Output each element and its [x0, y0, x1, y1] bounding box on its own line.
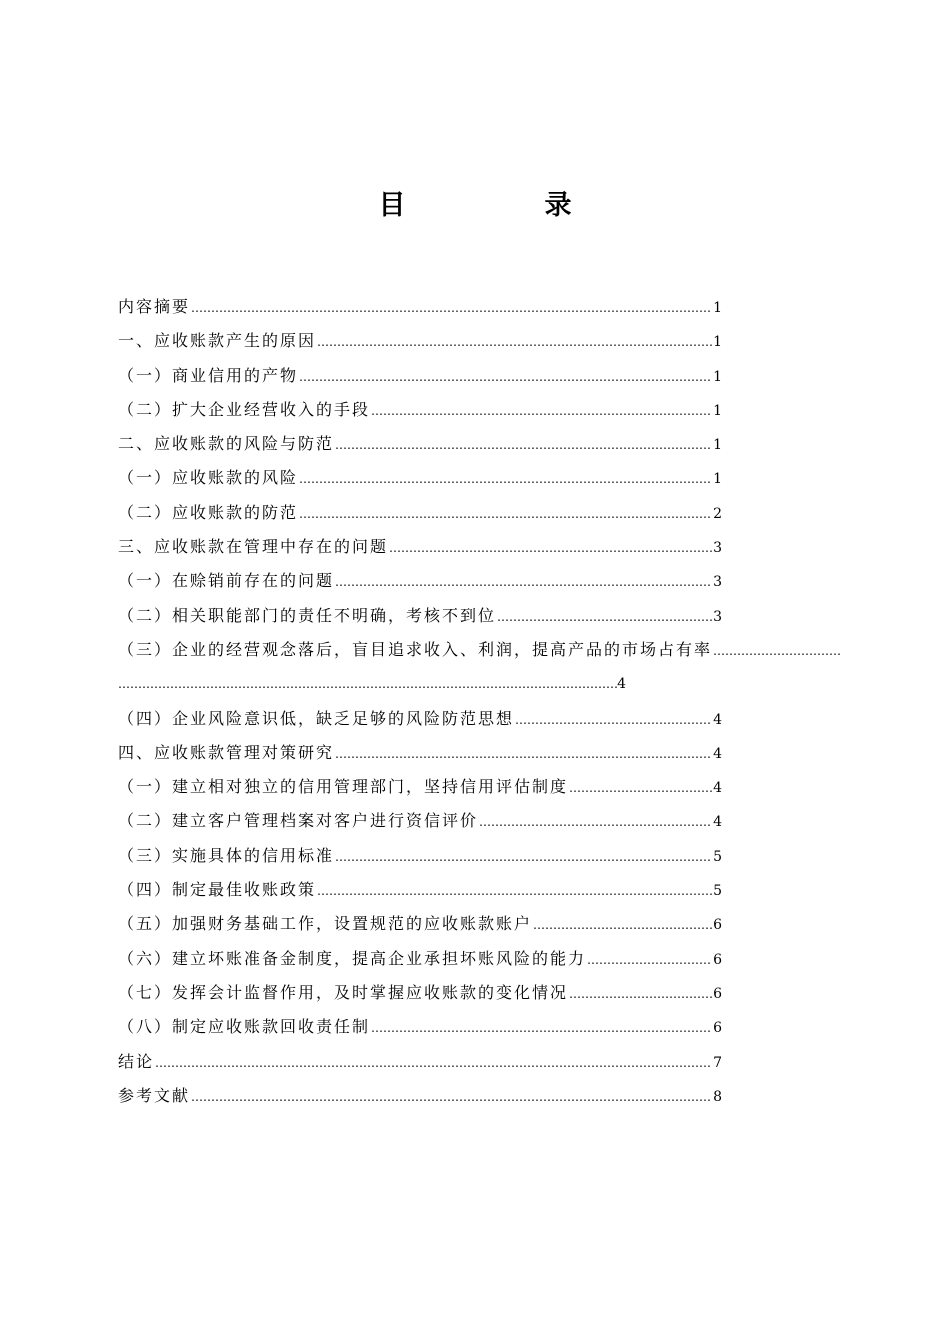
toc-entry[interactable]: [118, 942, 722, 976]
toc-leader: [155, 1046, 712, 1079]
toc-entry-label: （一）建立相对独立的信用管理部门，坚持信用评估制度: [118, 777, 569, 797]
toc-leader: [479, 805, 712, 838]
toc-entry-label: （二）建立客户管理档案对客户进行资信评价: [118, 811, 479, 831]
toc-entry-line: [118, 633, 840, 667]
toc-entry-label: （二）扩大企业经营收入的手段: [118, 399, 371, 419]
toc-leader: [569, 771, 712, 804]
toc-entry[interactable]: [118, 702, 722, 736]
toc-leader: [191, 1080, 712, 1113]
toc-entry[interactable]: [118, 393, 722, 427]
toc-leader: [533, 908, 712, 941]
toc-entry-label: （一）在赊销前存在的问题: [118, 571, 335, 591]
toc-page-number: 6: [713, 917, 722, 934]
toc-page-number: 4: [713, 780, 722, 797]
toc-title: 目 录: [378, 190, 628, 221]
toc-entry[interactable]: [118, 873, 722, 907]
toc-entry-label: （三）企业的经营观念落后，盲目追求收入、利润，提高产品的市场占有率: [118, 639, 713, 659]
toc-leader: [299, 360, 712, 393]
toc-page-number: 7: [713, 1054, 722, 1071]
toc-entry-label: 内容摘要: [118, 297, 191, 316]
toc-entry[interactable]: [118, 976, 722, 1010]
toc-page-number: 4: [617, 676, 626, 693]
toc-entry[interactable]: [118, 496, 722, 530]
toc-page-number: 8: [713, 1088, 722, 1105]
toc-page-number: 1: [713, 334, 722, 351]
toc-entry[interactable]: [118, 736, 722, 770]
toc-page-number: 2: [713, 505, 722, 522]
toc-page-number: 4: [713, 745, 722, 762]
toc-page-number: 6: [713, 985, 722, 1002]
toc-leader: [371, 394, 712, 427]
toc-page-number: 4: [713, 814, 722, 831]
table-of-contents: [118, 290, 722, 1113]
toc-leader: [335, 565, 712, 598]
toc-page-number: 1: [713, 300, 722, 316]
toc-entry-label: （三）实施具体的信用标准: [118, 845, 335, 865]
toc-page-number: 6: [713, 1020, 722, 1037]
toc-leader: [317, 325, 712, 358]
toc-entry[interactable]: [118, 633, 722, 702]
toc-entry-label: （二）相关职能部门的责任不明确，考核不到位: [118, 605, 497, 625]
toc-leader: [569, 977, 712, 1010]
toc-page-number: 5: [713, 883, 722, 900]
toc-entry[interactable]: [118, 359, 722, 393]
toc-entry-label: 四、应收账款管理对策研究: [118, 742, 335, 762]
toc-page-number: 5: [713, 848, 722, 865]
toc-page-number: 3: [713, 574, 722, 591]
toc-page-number: 1: [713, 437, 722, 454]
toc-entry-label: （四）制定最佳收账政策: [118, 880, 317, 900]
toc-leader: [497, 600, 712, 633]
toc-leader: [317, 874, 712, 907]
toc-entry-label: （四）企业风险意识低，缺乏足够的风险防范思想: [118, 708, 515, 728]
toc-leader: [587, 943, 712, 976]
toc-entry-label: 二、应收账款的风险与防范: [118, 434, 335, 454]
toc-leader: [299, 462, 712, 495]
toc-leader: [389, 531, 712, 564]
toc-entry[interactable]: [118, 290, 722, 324]
toc-entry-label: （六）建立坏账准备金制度，提高企业承担坏账风险的能力: [118, 948, 587, 968]
toc-leader: [191, 291, 712, 324]
toc-entry-label: （一）应收账款的风险: [118, 468, 299, 488]
toc-entry[interactable]: [118, 1010, 722, 1044]
toc-entry-label: 参考文献: [118, 1085, 191, 1105]
toc-entry[interactable]: [118, 564, 722, 598]
toc-leader: [335, 840, 712, 873]
toc-page-number: 4: [713, 711, 722, 728]
toc-entry[interactable]: [118, 839, 722, 873]
toc-page-number: 3: [713, 608, 722, 625]
toc-entry-label: （一）商业信用的产物: [118, 365, 299, 385]
toc-entry[interactable]: [118, 599, 722, 633]
toc-leader: [118, 667, 617, 701]
toc-entry[interactable]: [118, 1079, 722, 1113]
toc-page-number: 1: [713, 471, 722, 488]
toc-entry-label: （八）制定应收账款回收责任制: [118, 1017, 371, 1037]
toc-entry-line: [118, 667, 626, 701]
toc-page-number: 1: [713, 402, 722, 419]
toc-entry-label: （五）加强财务基础工作，设置规范的应收账款账户: [118, 914, 533, 934]
toc-entry[interactable]: [118, 427, 722, 461]
toc-entry[interactable]: [118, 804, 722, 838]
toc-entry[interactable]: [118, 530, 722, 564]
toc-entry[interactable]: [118, 1045, 722, 1079]
toc-entry-label: （七）发挥会计监督作用，及时掌握应收账款的变化情况: [118, 982, 569, 1002]
toc-entry[interactable]: [118, 324, 722, 358]
toc-entry-label: 一、应收账款产生的原因: [118, 331, 317, 351]
toc-page-number: 1: [713, 368, 722, 385]
toc-leader: [371, 1011, 712, 1044]
toc-entry-label: （二）应收账款的防范: [118, 502, 299, 522]
toc-entry-label: 结论: [118, 1051, 155, 1071]
toc-page-number: 3: [713, 540, 722, 557]
toc-entry[interactable]: [118, 907, 722, 941]
toc-entry[interactable]: [118, 461, 722, 495]
toc-entry-label: 三、应收账款在管理中存在的问题: [118, 537, 389, 557]
toc-leader: [335, 428, 712, 461]
toc-entry[interactable]: [118, 770, 722, 804]
toc-page-number: 6: [713, 951, 722, 968]
toc-leader: [299, 497, 712, 530]
toc-leader: [515, 703, 712, 736]
toc-leader: [335, 737, 712, 770]
toc-leader: [713, 634, 840, 667]
